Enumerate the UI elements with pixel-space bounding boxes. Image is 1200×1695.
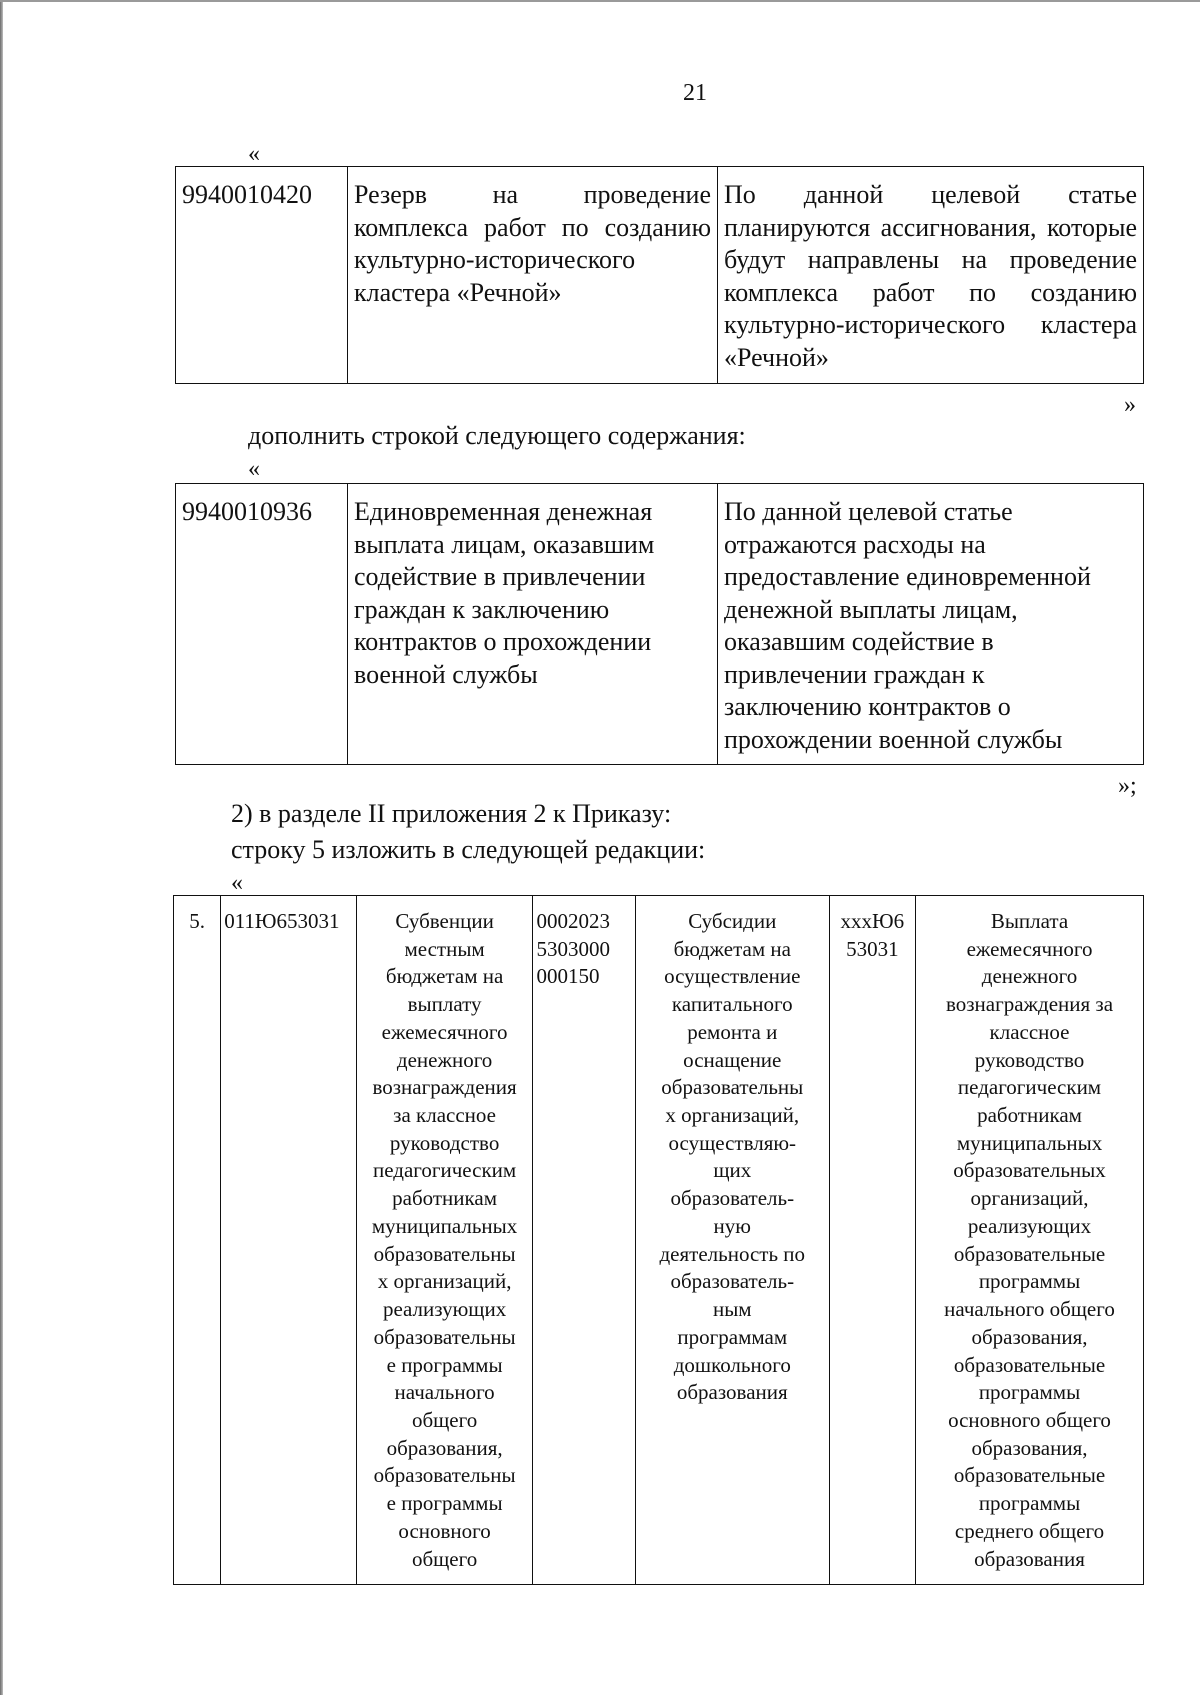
table-target-article-2 bbox=[175, 483, 1144, 765]
kbk-cell: 0002023 5303000 000150 bbox=[533, 896, 635, 1585]
instruction-row-5: строку 5 изложить в следующей редакции: bbox=[231, 835, 706, 864]
subvention-cell: Субвенции местным бюджетам на выплату ежемесячного денежного вознаграждения за классное руководство педагогическим работникам муниципальных образовательны х организаций, реализующих образовательны е программы начального общего образования, образовательны е программы основного общего bbox=[356, 896, 533, 1585]
subsidy-cell: Субсидии бюджетам на осуществление капитального ремонта и оснащение образовательны х организаций, осуществляю- щих образователь- ную деятельность по образователь- ным программам дошкольного образования bbox=[635, 896, 829, 1585]
row-number-cell: 5. bbox=[174, 896, 221, 1585]
code-cell: 9940010936 bbox=[176, 484, 348, 765]
open-quote-3: « bbox=[231, 870, 243, 896]
code-cell: 9940010420 bbox=[176, 167, 348, 384]
close-quote-1: » bbox=[1124, 392, 1136, 418]
scan-edge-top bbox=[0, 0, 1200, 2]
target-code-cell: xxxЮ6 53031 bbox=[829, 896, 915, 1585]
name-cell: Резерв на проведение комплекса работ по созданию культурно-исторического кластера «Речной» bbox=[348, 167, 718, 384]
close-quote-2: »; bbox=[1118, 773, 1137, 799]
description-cell: По данной целевой статье планируются ассигнования, которые будут направлены на проведение комплекса работ по созданию культурно-исторического кластера «Речной» bbox=[718, 167, 1144, 384]
instruction-section-2: 2) в разделе II приложения 2 к Приказу: bbox=[231, 799, 672, 828]
table-row-5 bbox=[173, 895, 1144, 1585]
scan-edge-left bbox=[0, 0, 3, 1695]
code-cell: 011Ю653031 bbox=[221, 896, 357, 1585]
table-row bbox=[174, 896, 1144, 1585]
instruction-add-row: дополнить строкой следующего содержания: bbox=[248, 421, 746, 450]
payment-cell: Выплата ежемесячного денежного вознаграждения за классное руководство педагогическим работникам муниципальных образовательных организаций, реализующих образовательные программы начального общего образования, образовательные программы основного общего образования, образовательные программы среднего общего образования bbox=[916, 896, 1144, 1585]
table-row bbox=[176, 484, 1144, 765]
table-target-article-1 bbox=[175, 166, 1144, 384]
table-row bbox=[176, 167, 1144, 384]
name-cell: Единовременная денежная выплата лицам, оказавшим содействие в привлечении граждан к заключению контрактов о прохождении военной службы bbox=[348, 484, 718, 765]
open-quote-1: « bbox=[248, 141, 260, 167]
open-quote-2: « bbox=[248, 456, 260, 482]
page-number: 21 bbox=[683, 80, 707, 106]
description-cell: По данной целевой статье отражаются расходы на предоставление единовременной денежной выплаты лицам, оказавшим содействие в привлечении граждан к заключению контрактов о прохождении военной службы bbox=[718, 484, 1144, 765]
